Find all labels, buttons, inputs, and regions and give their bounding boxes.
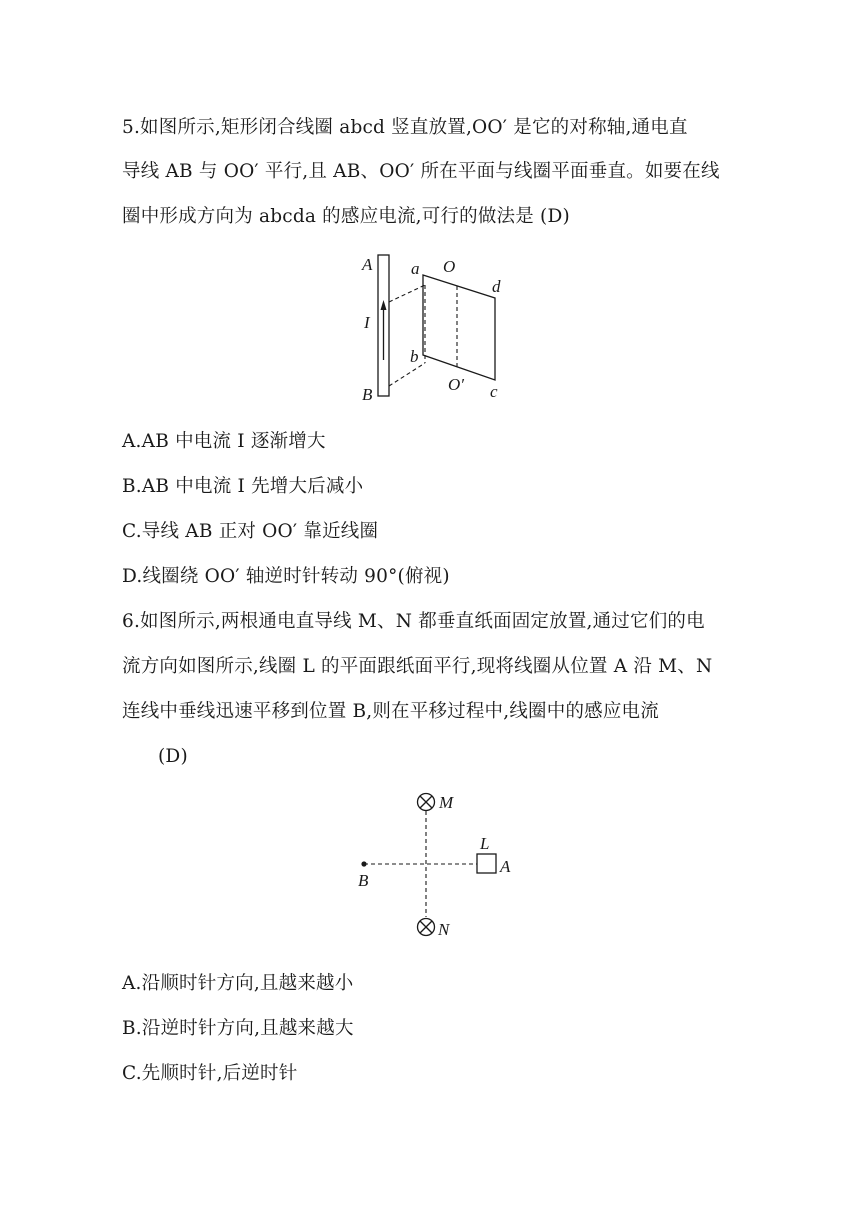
q5-option-c: C.导线 AB 正对 OO′ 靠近线圈 <box>122 521 379 542</box>
label-n: N <box>438 920 450 939</box>
label-c: c <box>490 382 498 401</box>
q5-option-b: B.AB 中电流 I 先增大后减小 <box>122 476 364 497</box>
label-i: I <box>364 313 370 332</box>
q6-figure <box>350 785 530 945</box>
label-a: a <box>411 259 420 278</box>
position-b-dot <box>361 861 366 866</box>
q5-stem-line-2: 导线 AB 与 OO′ 平行,且 AB、OO′ 所在平面与线圈平面垂直。如要在线 <box>122 161 720 182</box>
q6-stem-line-3: 连线中垂线迅速平移到位置 B,则在平移过程中,线圈中的感应电流 <box>122 701 659 722</box>
q5-figure <box>350 250 520 410</box>
q5-option-d: D.线圈绕 OO′ 轴逆时针转动 90°(俯视) <box>122 566 450 587</box>
q5-stem-line-1: 5.如图所示,矩形闭合线圈 abcd 竖直放置,OO′ 是它的对称轴,通电直 <box>122 117 688 138</box>
wire-n-into-page-icon <box>418 919 435 936</box>
q6-option-a: A.沿顺时针方向,且越来越小 <box>122 973 354 994</box>
label-b-upper: B <box>362 385 373 404</box>
label-m: M <box>439 793 454 812</box>
q6-stem-line-1: 6.如图所示,两根通电直导线 M、N 都垂直纸面固定放置,通过它们的电 <box>122 611 705 632</box>
q6-option-c: C.先顺时针,后逆时针 <box>122 1063 298 1084</box>
coil-l <box>477 854 496 873</box>
label-b: B <box>358 871 369 890</box>
q6-option-b: B.沿逆时针方向,且越来越大 <box>122 1018 354 1039</box>
wire-m-into-page-icon <box>418 794 435 811</box>
q5-stem-line-3: 圈中形成方向为 abcda 的感应电流,可行的做法是 (D) <box>122 206 570 227</box>
label-l: L <box>480 834 490 853</box>
label-o: O <box>443 257 456 276</box>
label-a-upper: A <box>362 255 373 274</box>
dashed-connector-bottom <box>389 363 425 386</box>
current-arrow-icon <box>381 300 387 310</box>
label-o-prime: O′ <box>448 375 464 394</box>
q6-stem-line-2: 流方向如图所示,线圈 L 的平面跟纸面平行,现将线圈从位置 A 沿 M、N <box>122 656 713 677</box>
q6-answer: (D) <box>158 746 188 767</box>
label-b: b <box>410 347 419 366</box>
coil-abcd <box>423 275 495 380</box>
label-d: d <box>492 277 501 296</box>
dashed-connector-top <box>389 285 425 302</box>
q5-option-a: A.AB 中电流 I 逐渐增大 <box>122 431 326 452</box>
label-a: A <box>500 857 511 876</box>
